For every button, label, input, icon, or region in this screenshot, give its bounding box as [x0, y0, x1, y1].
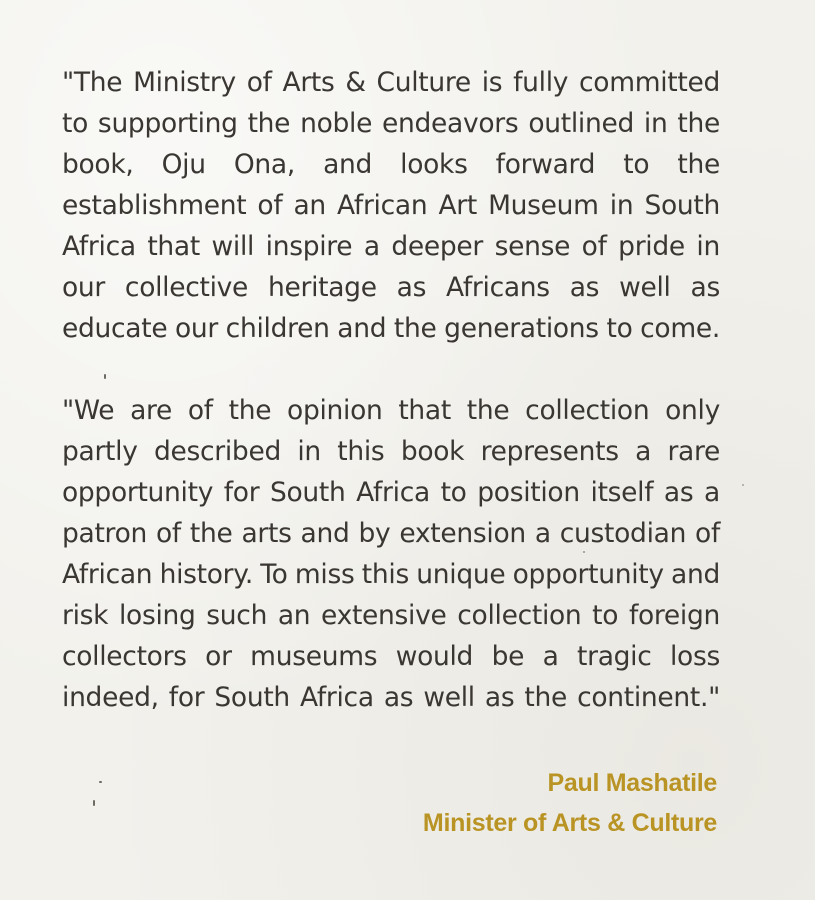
paper-speck	[93, 800, 95, 806]
attribution-block	[423, 763, 717, 843]
attribution-name: Paul Mashatile	[547, 769, 717, 797]
paper-speck	[99, 781, 102, 783]
paper-speck	[104, 374, 106, 379]
paper-speck	[742, 484, 744, 486]
paper-speck	[583, 551, 585, 553]
attribution-title: Minister of Arts & Culture	[422, 809, 717, 837]
quote-paragraph-2: "We are of the opinion that the collection only partly described in this book represents a rare opportunity for South Africa to position itself as a patron of the arts and by extension a custodian of African history. To miss this unique opportunity and risk losing such an extensive collection to foreign collectors or museums would be a tragic loss indeed, for South Africa as well as the continent."	[62, 395, 720, 713]
quote-paragraph-1: "The Ministry of Arts & Culture is fully committed to supporting the noble endeavors outlined in the book, Oju Ona, and looks forward to the establishment of an African Art Museum in South Africa that will inspire a deeper sense of pride in our collective heritage as Africans as well as educate our children and the generations to come.	[62, 67, 720, 344]
